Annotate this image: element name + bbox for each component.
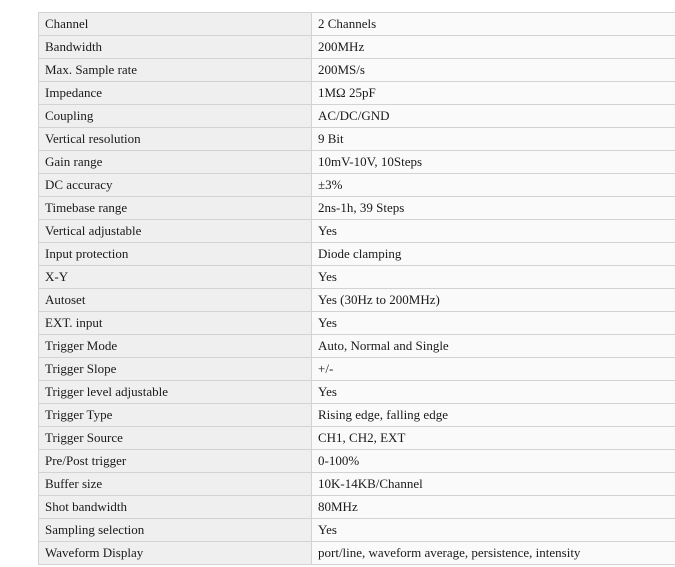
spec-value: +/- [312, 358, 675, 381]
spec-value: 10mV-10V, 10Steps [312, 151, 675, 174]
spec-label: DC accuracy [39, 174, 312, 197]
table-row [39, 13, 675, 36]
spec-label: X-Y [39, 266, 312, 289]
spec-label: Channel [39, 13, 312, 36]
specifications-table-body [39, 13, 675, 565]
spec-value: 80MHz [312, 496, 675, 519]
spec-label: Pre/Post trigger [39, 450, 312, 473]
spec-label: Vertical resolution [39, 128, 312, 151]
spec-value: Yes [312, 381, 675, 404]
spec-value: 0-100% [312, 450, 675, 473]
table-row [39, 404, 675, 427]
spec-label: Timebase range [39, 197, 312, 220]
spec-label: Sampling selection [39, 519, 312, 542]
table-row [39, 312, 675, 335]
spec-label: Trigger Mode [39, 335, 312, 358]
table-row [39, 197, 675, 220]
table-row [39, 220, 675, 243]
spec-label: Max. Sample rate [39, 59, 312, 82]
table-row [39, 358, 675, 381]
spec-value: Rising edge, falling edge [312, 404, 675, 427]
table-row [39, 496, 675, 519]
table-row [39, 519, 675, 542]
spec-value: ±3% [312, 174, 675, 197]
spec-value: CH1, CH2, EXT [312, 427, 675, 450]
spec-value: Yes [312, 220, 675, 243]
spec-value: Yes [312, 312, 675, 335]
spec-label: Shot bandwidth [39, 496, 312, 519]
spec-value: Auto, Normal and Single [312, 335, 675, 358]
spec-value: Yes (30Hz to 200MHz) [312, 289, 675, 312]
spec-label: Trigger Slope [39, 358, 312, 381]
table-row [39, 105, 675, 128]
spec-value: Diode clamping [312, 243, 675, 266]
table-row [39, 243, 675, 266]
spec-value: AC/DC/GND [312, 105, 675, 128]
spec-label: Buffer size [39, 473, 312, 496]
table-row [39, 59, 675, 82]
table-row [39, 335, 675, 358]
spec-label: Vertical adjustable [39, 220, 312, 243]
spec-label: Waveform Display [39, 542, 312, 565]
spec-label: Bandwidth [39, 36, 312, 59]
spec-value: Yes [312, 519, 675, 542]
spec-label: Trigger Type [39, 404, 312, 427]
table-row [39, 266, 675, 289]
spec-label: Input protection [39, 243, 312, 266]
table-row [39, 82, 675, 105]
spec-value: port/line, waveform average, persistence, intensity [312, 542, 675, 565]
spec-value: 2 Channels [312, 13, 675, 36]
table-row [39, 128, 675, 151]
spec-value: 1MΩ 25pF [312, 82, 675, 105]
table-row [39, 174, 675, 197]
spec-value: 10K-14KB/Channel [312, 473, 675, 496]
table-row [39, 427, 675, 450]
table-row [39, 473, 675, 496]
table-row [39, 36, 675, 59]
spec-value: Yes [312, 266, 675, 289]
spec-label: Trigger level adjustable [39, 381, 312, 404]
spec-label: Gain range [39, 151, 312, 174]
spec-label: Impedance [39, 82, 312, 105]
spec-label: Trigger Source [39, 427, 312, 450]
spec-value: 2ns-1h, 39 Steps [312, 197, 675, 220]
spec-value: 200MS/s [312, 59, 675, 82]
spec-value: 9 Bit [312, 128, 675, 151]
spec-label: Coupling [39, 105, 312, 128]
table-row [39, 289, 675, 312]
table-row [39, 381, 675, 404]
table-row [39, 151, 675, 174]
specifications-table [38, 12, 675, 565]
spec-label: Autoset [39, 289, 312, 312]
spec-value: 200MHz [312, 36, 675, 59]
table-row [39, 542, 675, 565]
table-row [39, 450, 675, 473]
spec-label: EXT. input [39, 312, 312, 335]
